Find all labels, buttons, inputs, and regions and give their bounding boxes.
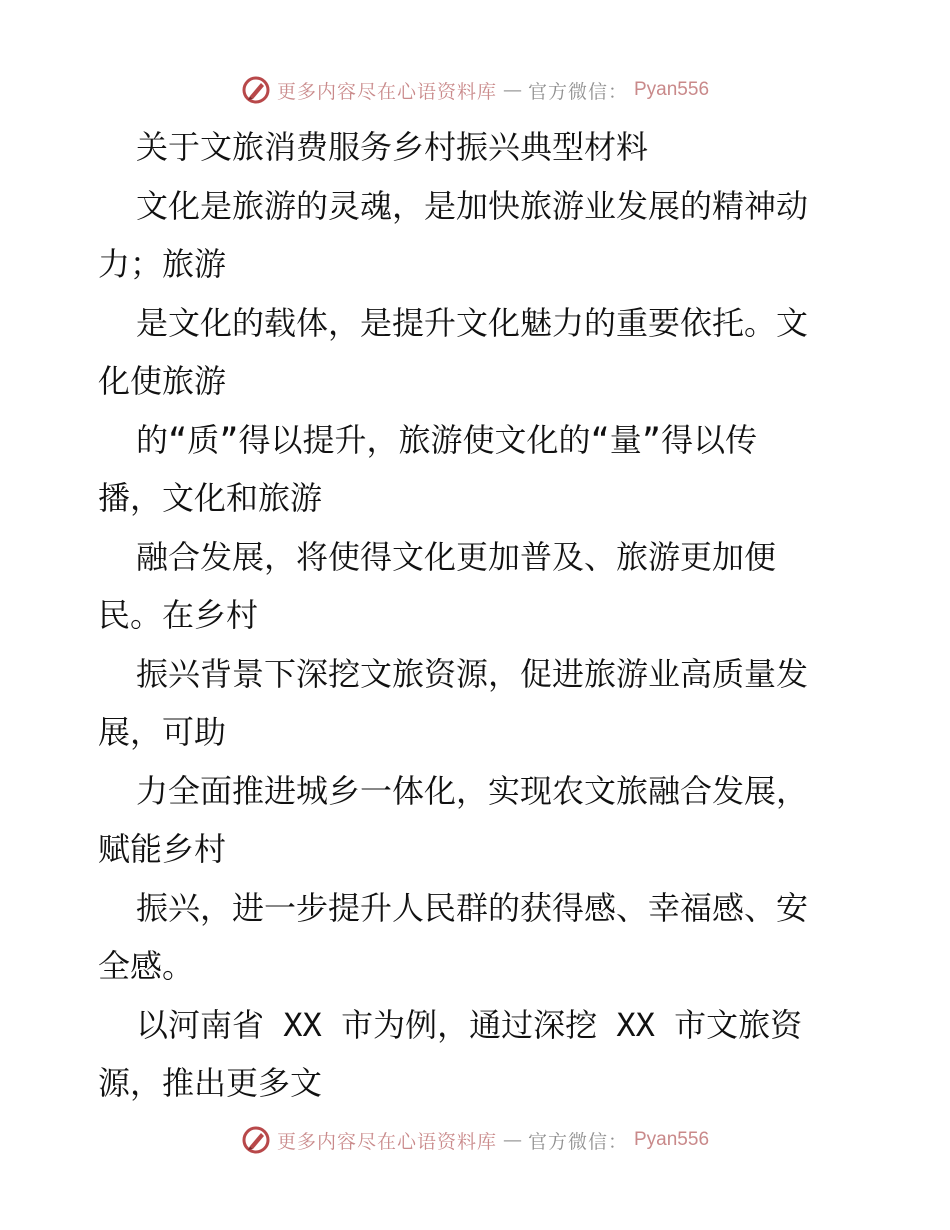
banner-wechat-label: 官方微信： <box>527 1130 628 1153</box>
document-body <box>98 118 858 1113</box>
text-line: 融合发展，将使得文化更加普及、旅游更加便 <box>136 537 777 576</box>
banner-wechat-id: Pyan556 <box>634 79 710 100</box>
text-line: 力全面推进城乡一体化，实现农文旅融合发展， <box>136 771 809 810</box>
banner-separator: — <box>502 79 522 101</box>
footer-banner <box>0 1120 950 1160</box>
banner-wechat-id: Pyan556 <box>634 1129 710 1150</box>
text-line: 文化是旅游的灵魂，是加快旅游业发展的精神动 <box>136 186 809 225</box>
text-line: 的“质”得以提升，旅游使文化的“量”得以传 <box>136 420 758 459</box>
text-line: 化使旅游 <box>98 362 227 400</box>
text-line: 播，文化和旅游 <box>98 479 323 517</box>
header-banner <box>0 70 950 110</box>
text-line: 力；旅游 <box>98 245 227 283</box>
text-line: 源，推出更多文 <box>98 1064 323 1102</box>
banner-wechat-label: 官方微信： <box>527 80 628 103</box>
text-line: 展，可助 <box>98 713 227 751</box>
text-line: 振兴背景下深挖文旅资源，促进旅游业高质量发 <box>136 654 809 693</box>
pen-logo-icon <box>241 1125 271 1155</box>
banner-text: 更多内容尽在心语资料库 <box>276 80 497 103</box>
text-line: 民。在乡村 <box>98 596 259 634</box>
text-line: 是文化的载体，是提升文化魅力的重要依托。文 <box>136 303 809 342</box>
text-line: 振兴，进一步提升人民群的获得感、幸福感、安 <box>136 888 809 927</box>
banner-separator: — <box>502 1129 522 1151</box>
text-line: 全感。 <box>98 947 195 985</box>
text-line: 以河南省 XX 市为例，通过深挖 XX 市文旅资 <box>136 1005 803 1044</box>
text-line: 赋能乡村 <box>98 830 227 868</box>
banner-text: 更多内容尽在心语资料库 <box>276 1130 497 1153</box>
text-line: 关于文旅消费服务乡村振兴典型材料 <box>136 128 649 166</box>
pen-logo-icon <box>241 75 271 105</box>
